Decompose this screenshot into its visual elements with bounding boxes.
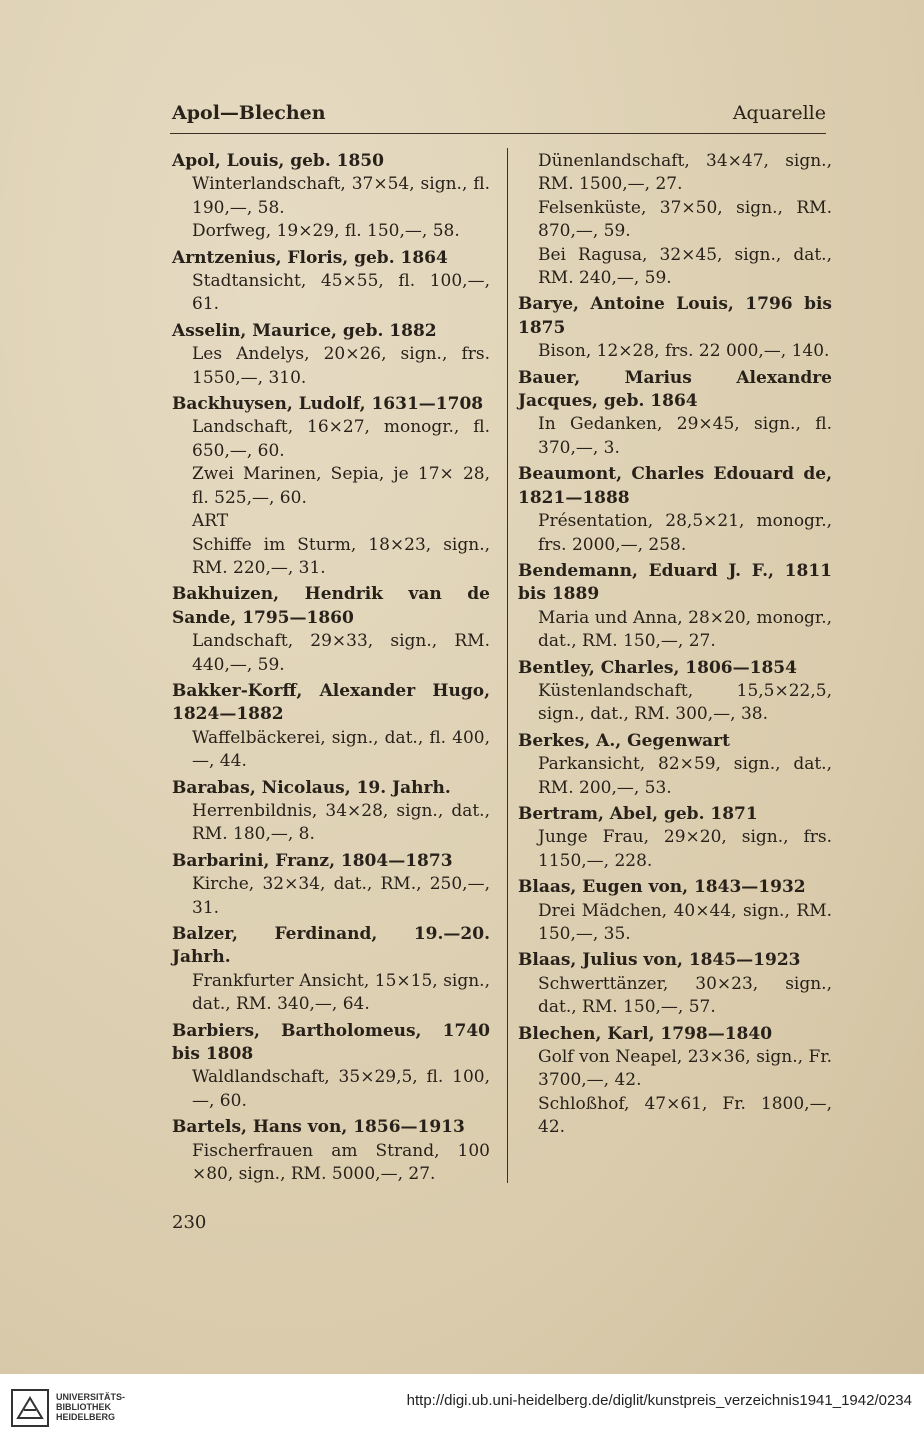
artwork-line: ART	[192, 511, 229, 532]
artist-entry	[518, 730, 832, 800]
header-rule	[170, 133, 826, 134]
artwork-line: Waffelbäckerei, sign., dat., fl. 400,—, 44.	[192, 727, 490, 772]
artist-entry	[518, 803, 832, 873]
artist-entry	[172, 850, 490, 920]
artwork-line: Drei Mädchen, 40×44, sign., RM. 150,—, 35.	[538, 900, 832, 944]
artist-entry	[518, 876, 832, 946]
artist-name: Bakhuizen, Hendrik van de Sande, 1795—1860	[172, 584, 490, 628]
artist-entry	[172, 247, 490, 317]
artist-entry	[518, 293, 832, 363]
artwork-line: Les Andelys, 20×26, sign., frs. 1550,—, 310.	[192, 344, 490, 388]
artist-entry	[518, 657, 832, 727]
artist-name: Blechen, Karl, 1798—1840	[518, 1023, 773, 1044]
artist-entry	[518, 560, 832, 654]
artwork-line: Fischerfrauen am Strand, 100 ×80, sign., RM. 5000,—, 27.	[192, 1140, 490, 1185]
artwork-line: Bei Ragusa, 32×45, sign., dat., RM. 240,—, 59.	[538, 244, 832, 289]
artist-entry	[518, 367, 832, 461]
artist-name: Bentley, Charles, 1806—1854	[518, 657, 797, 678]
artist-name: Bertram, Abel, geb. 1871	[518, 803, 758, 824]
artist-name: Backhuysen, Ludolf, 1631—1708	[172, 394, 484, 415]
right-column	[518, 150, 832, 1143]
artwork-line: Landschaft, 16×27, monogr., fl. 650,—, 60.	[192, 417, 490, 461]
page-number: 230	[172, 1212, 207, 1233]
artist-name: Blaas, Eugen von, 1843—1932	[518, 877, 806, 898]
library-name-line: BIBLIOTHEK	[56, 1402, 111, 1412]
artist-name: Asselin, Maurice, geb. 1882	[172, 320, 437, 341]
artist-entry	[172, 1116, 490, 1186]
artwork-line: Waldlandschaft, 35×29,5, fl. 100,—, 60.	[192, 1067, 490, 1111]
artwork-line: Kirche, 32×34, dat., RM., 250,—, 31.	[192, 874, 490, 918]
artist-entry	[172, 320, 490, 390]
artwork-line: Présentation, 28,5×21, monogr., frs. 2000,—, 258.	[538, 511, 832, 555]
library-name-line: HEIDELBERG	[56, 1412, 116, 1422]
artist-name: Barbarini, Franz, 1804—1873	[172, 850, 453, 871]
artist-name: Blaas, Julius von, 1845—1923	[518, 950, 801, 971]
artwork-line: Frankfurter Ansicht, 15×15, sign., dat., RM. 340,—, 64.	[192, 970, 490, 1015]
artwork-line: In Gedanken, 29×45, sign., fl. 370,—, 3.	[538, 414, 832, 458]
artist-name: Bendemann, Eduard J. F., 1811 bis 1889	[518, 560, 832, 605]
artwork-line: Maria und Anna, 28×20, monogr., dat., RM. 150,—, 27.	[538, 607, 832, 652]
artist-name: Bakker-Korff, Alexander Hugo, 1824—1882	[172, 680, 490, 725]
artwork-line: Junge Frau, 29×20, sign., frs. 1150,—, 228.	[538, 827, 832, 871]
artist-name: Barabas, Nicolaus, 19. Jahrh.	[172, 777, 451, 798]
artwork-line: Küstenlandschaft, 15,5×22,5, sign., dat., RM. 300,—, 38.	[538, 680, 832, 725]
artwork-line: Zwei Marinen, Sepia, je 17× 28, fl. 525,—, 60.	[192, 464, 490, 508]
artist-name: Barye, Antoine Louis, 1796 bis 1875	[518, 294, 832, 338]
artwork-line: Schloßhof, 47×61, Fr. 1800,—, 42.	[538, 1093, 832, 1138]
library-name	[56, 1392, 125, 1422]
artist-entry	[172, 923, 490, 1017]
artwork-line: Schiffe im Sturm, 18×23, sign., RM. 220,—, 31.	[192, 534, 490, 578]
artwork-line: Herrenbildnis, 34×28, sign., dat., RM. 180,—, 8.	[192, 800, 490, 845]
artwork-line: Winterlandschaft, 37×54, sign., fl. 190,—, 58.	[192, 174, 490, 218]
artist-entry	[518, 1023, 832, 1140]
artist-name: Beaumont, Charles Edouard de, 1821—1888	[518, 464, 832, 508]
left-column	[172, 150, 490, 1189]
artist-entry	[172, 150, 490, 244]
artwork-line: Bison, 12×28, frs. 22 000,—, 140.	[538, 341, 830, 362]
artwork-line: Golf von Neapel, 23×36, sign., Fr. 3700,—, 42.	[538, 1047, 832, 1091]
artist-name: Balzer, Ferdinand, 19.—20. Jahrh.	[172, 924, 490, 968]
artist-entry	[518, 949, 832, 1019]
artist-entry	[518, 150, 832, 290]
artist-entry	[172, 680, 490, 774]
running-head-right: Aquarelle	[732, 102, 826, 124]
running-head-left: Apol—Blechen	[172, 102, 326, 124]
artist-name: Bauer, Marius Alexandre Jacques, geb. 1864	[518, 367, 832, 412]
artist-entry	[518, 463, 832, 557]
artist-entry	[172, 583, 490, 677]
footer-bar	[0, 1374, 924, 1444]
artwork-line: Dorfweg, 19×29, fl. 150,—, 58.	[192, 221, 460, 242]
artist-name: Bartels, Hans von, 1856—1913	[172, 1117, 465, 1138]
artist-name: Berkes, A., Gegenwart	[518, 730, 730, 751]
library-name-line: UNIVERSITÄTS-	[56, 1392, 126, 1402]
artist-entry	[172, 777, 490, 847]
library-logo-icon	[10, 1388, 50, 1428]
artwork-line: Schwerttänzer, 30×23, sign., dat., RM. 150,—, 57.	[538, 973, 832, 1018]
artist-name: Arntzenius, Floris, geb. 1864	[172, 247, 448, 268]
artist-name: Apol, Louis, geb. 1850	[172, 151, 384, 171]
artist-entry	[172, 1020, 490, 1114]
source-url[interactable]: http://digi.ub.uni-heidelberg.de/diglit/kunstpreis_verzeichnis1941_1942/0234	[406, 1392, 912, 1409]
column-divider	[507, 148, 508, 1183]
artwork-line: Parkansicht, 82×59, sign., dat., RM. 200,—, 53.	[538, 754, 832, 798]
artist-entry	[172, 393, 490, 580]
artwork-line: Felsenküste, 37×50, sign., RM. 870,—, 59.	[538, 197, 832, 242]
artist-name: Barbiers, Bartholomeus, 1740 bis 1808	[172, 1020, 490, 1065]
artwork-line: Dünenlandschaft, 34×47, sign., RM. 1500,—, 27.	[538, 151, 832, 195]
artwork-line: Stadtansicht, 45×55, fl. 100,—, 61.	[192, 271, 490, 315]
artwork-line: Landschaft, 29×33, sign., RM. 440,—, 59.	[192, 631, 490, 675]
